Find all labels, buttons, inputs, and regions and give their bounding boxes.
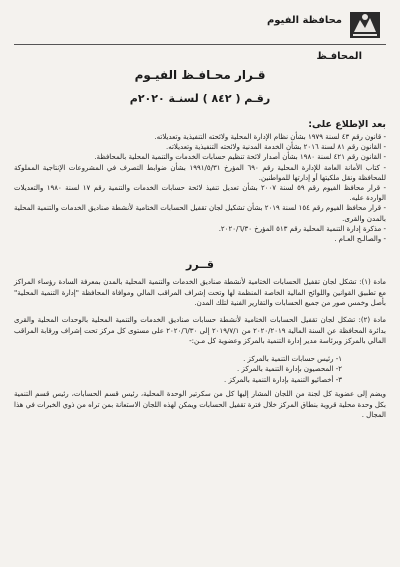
governorate-name: محافظة الفيوم (266, 15, 342, 26)
decision-heading: قــرر (186, 258, 214, 272)
decree-title: قـرار محـافـظ الفيـوم (134, 68, 266, 82)
list-item: - مذكرة إدارة التنمية المحلية رقم ٥١٣ المؤرخ ٢٠٢٠/٦/٣٠. (218, 224, 386, 233)
article-1: مادة (١): تشكل لجان تقفيل الحسابات الختامية لأنشطة صناديق الخدمات والتنمية المحلية بالمدن بمعرفة السادة رؤساء المراكز مع تطبيق القوانين واللوائح المالية الخاصة المنظمة لها وتحت إشراف المراقب المالي وموافاة المحافظة "إدارة التنمية المحلية" بأصل وخمس صور من جميع الحسابات والتقارير الفنية لتلك المدن. (14, 278, 387, 308)
list-item: - القانون رقم ٨١ لسنة ٢٠١٦ بشأن الخدمة المدنية ولائحته التنفيذية وتعديلاته. (166, 143, 386, 152)
office-label: المحافـظ (316, 51, 362, 62)
letterhead (14, 6, 386, 45)
closing-paragraph: ويضم إلى عضوية كل لجنة من اللجان المشار إليها كل من سكرتير الوحدة المحلية، رئيس قسم الحسابات، رئيس قسم التنمية بكل وحدة محلية قروية بنطاق المركز خلال فترة تقفيل الحسابات ويمكن لهذه اللجان الاستعانة بمن تراه من ذوي الخبرات في هذا المجال . (14, 390, 386, 419)
list-item: - قرار محافظ الفيوم رقم ١٥٤ لسنة ٢٠١٩ بشأن تشكيل لجان تقفيل الحسابات الختامية لأنشطة صناديق الخدمات والتنمية المحلية بالمدن والقرى. (14, 204, 386, 223)
preamble-list (14, 132, 386, 244)
list-item: ١- رئيس حسابات التنمية بالمركز . (243, 354, 342, 363)
list-item: - قرار محافظ الفيوم رقم ٥٩ لسنة ٢٠٠٧ بشأن تعديل تنفيذ لائحة حسابات الخدمات والتنمية رقم ١٧ لسنة ١٩٨٠ والتعديلات الواردة عليه. (14, 184, 386, 203)
decree-number: رقـم ( ٨٤٢ ) لسنـة ٢٠٢٠م (129, 92, 271, 105)
members-list (14, 354, 386, 386)
list-item: ٣- أخصائيو التنمية بإدارة التنمية بالمركز . (224, 375, 342, 384)
preamble-heading: بعد الإطلاع على: (308, 119, 386, 130)
list-item: - كتاب الأمانة العامة للإدارة المحلية رقم ٦٩٠ المؤرخ ١٩٩١/٥/٣١ بشأن ضوابط التصرف في المشروعات الإنتاجية المملوكة للمحافظة ونقل ملكيتها أو إدارتها للمواطنين. (14, 163, 386, 182)
list-item: - القانون رقم ٤٢١ لسنة ١٩٨٠ بشأن أصدار لائحة تنظيم حسابات الخدمات والتنمية المحلية بالمحافظة. (94, 153, 386, 162)
governorate-logo-icon (348, 8, 382, 42)
article-2: مادة (٢): تشكل لجان تقفيل الحسابات الختامية لأنشطة حسابات صناديق الخدمات والتنمية المحلية بالوحدات المحلية والقرى بدائرة المحافظة عن السنة المالية ٢٠٢٠/٢٠١٩ من ٢٠١٩/٧/١ إلى ٢٠٢٠/٦/٣٠ على مستوى كل مركز تحت إشراف ورقابة المراقب المالي بالمركز وبرئاسة مدير إدارة التنمية بالمركز وعضوية كل مـن:- (14, 316, 387, 346)
list-item: - قانون رقم ٤٣ لسنة ١٩٧٩ بشأن نظام الإدارة المحلية ولائحته التنفيذية وتعديلاته. (154, 133, 386, 141)
list-item: ٢- المحصيون بإدارة التنمية بالمركز . (237, 365, 342, 374)
list-item: - والصالـح العـام . (334, 235, 386, 244)
